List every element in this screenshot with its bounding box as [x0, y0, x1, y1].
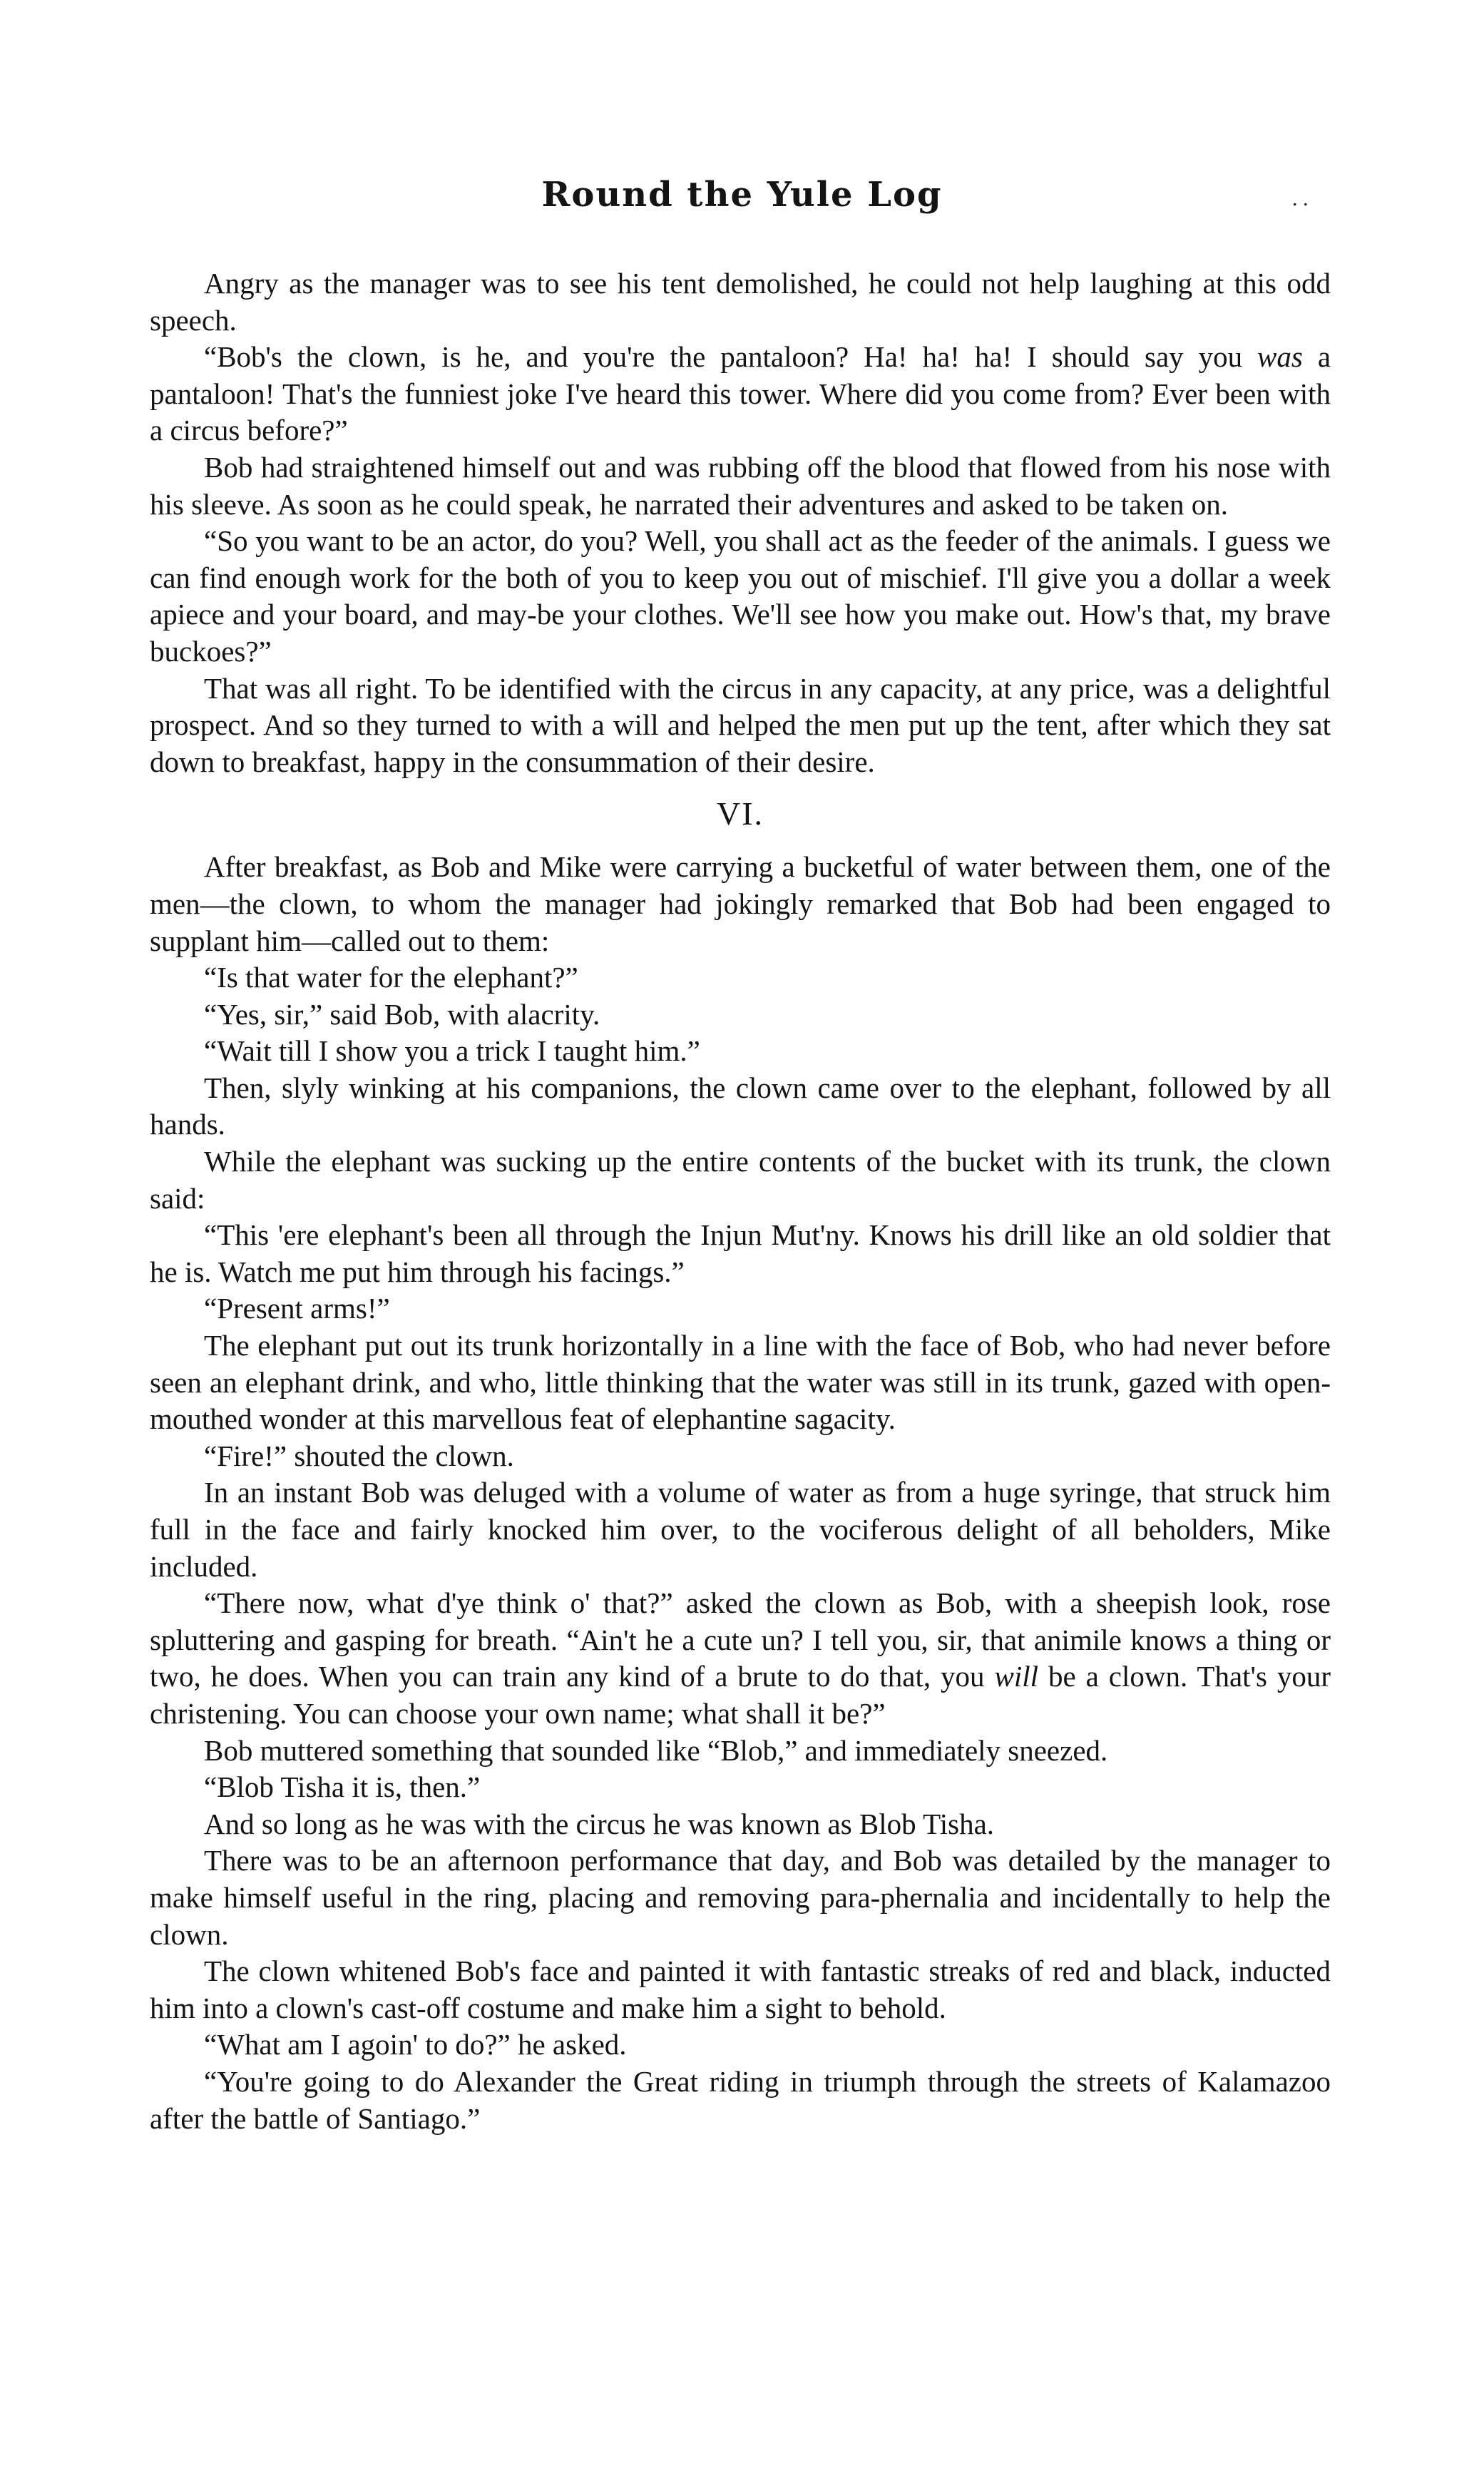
paragraph: Bob had straightened himself out and was rubbing off the blood that flowed from his nose with his sleeve. As soon as he could speak, he narrated their adventures and asked to be taken on. [150, 450, 1331, 521]
paragraph-text: a pantaloon! That's the funniest joke I've heard this tower. Where did you come from? Ever been with a circus before?” [150, 340, 1331, 447]
emphasized-word: will [994, 1660, 1039, 1693]
paragraph: “Fire!” shouted the clown. [204, 1439, 514, 1472]
running-header: Round the Yule Log [541, 175, 943, 215]
paragraph: After breakfast, as Bob and Mike were carrying a bucketful of water between them, one of the men—the clown, to whom the manager had jokingly remarked that Bob had been engaged to supplant him—called out to them: [150, 850, 1331, 957]
paragraph: There was to be an afternoon performance that day, and Bob was detailed by the manager to make himself useful in the ring, placing and removing para-phernalia and incidentally to help the clown. [150, 1844, 1331, 1951]
section-heading: VI. [716, 795, 764, 832]
emphasized-word: was [1257, 340, 1303, 374]
paragraph: That was all right. To be identified with the circus in any capacity, at any price, was a delightful prospect. And so they turned to with a will and helped the men put up the tent, after which they sat down to breakfast, happy in the consummation of their desire. [150, 671, 1331, 778]
header-page-mark: . . [1292, 187, 1309, 210]
body-text [150, 265, 1331, 2137]
paragraph: While the elephant was sucking up the entire contents of the bucket with its trunk, the clown said: [150, 1145, 1331, 1215]
paragraph: In an instant Bob was deluged with a volume of water as from a huge syringe, that struck him full in the face and fairly knocked him over, to the vociferous delight of all beholders, Mike included. [150, 1476, 1331, 1583]
paragraph-text: “There now, what d'ye think o' that?” asked the clown as Bob, with a sheepish look, rose spluttering and gasping for breath. “Ain't he a cute un? I tell you, sir, that animile knows a thing or two, he does. When you can train any kind of a brute to do that, you [150, 1586, 1331, 1693]
paragraph-text: be a clown. That's your christening. You can choose your own name; what shall it be?” [150, 1660, 1331, 1730]
paragraph: “This 'ere elephant's been all through the Injun Mut'ny. Knows his drill like an old soldier that he is. Watch me put him through his facings.” [150, 1218, 1331, 1288]
paragraph-text: “Bob's the clown, is he, and you're the pantaloon? Ha! ha! ha! I should say you [204, 340, 1243, 374]
paragraph: And so long as he was with the circus he was known as Blob Tisha. [204, 1807, 995, 1840]
paragraph [150, 339, 1331, 449]
paragraph: “Wait till I show you a trick I taught him.” [204, 1034, 700, 1068]
paragraph: “Blob Tisha it is, then.” [204, 1770, 481, 1804]
paragraph: The elephant put out its trunk horizontally in a line with the face of Bob, who had never before seen an elephant drink, and who, little thinking that the water was still in its trunk, gazed with open-mouthed wonder at this marvellous feat of elephantine sagacity. [150, 1329, 1331, 1436]
paragraph [150, 1585, 1331, 1732]
paragraph: “Is that water for the elephant?” [204, 961, 578, 994]
paragraph: The clown whitened Bob's face and painted it with fantastic streaks of red and black, inducted him into a clown's cast-off costume and make him a sight to behold. [150, 1954, 1331, 2024]
paragraph: Bob muttered something that sounded like “Blob,” and immediately sneezed. [204, 1733, 1108, 1767]
paragraph: “So you want to be an actor, do you? Well, you shall act as the feeder of the animals. I guess we can find enough work for the both of you to keep you out of mischief. I'll give you a dollar a week apiece and your board, and may-be your clothes. We'll see how you make out. How's that, my brave buckoes?” [150, 524, 1331, 668]
paragraph: Then, slyly winking at his companions, the clown came over to the elephant, followed by all hands. [150, 1071, 1331, 1141]
paragraph: Angry as the manager was to see his tent demolished, he could not help laughing at this odd speech. [150, 267, 1331, 337]
paragraph: “Present arms!” [204, 1292, 390, 1325]
paragraph: “Yes, sir,” said Bob, with alacrity. [204, 997, 600, 1031]
paragraph: “What am I agoin' to do?” he asked. [204, 2028, 627, 2061]
paragraph: “You're going to do Alexander the Great riding in triumph through the streets of Kalamazoo after the battle of Santiago.” [150, 2064, 1331, 2135]
